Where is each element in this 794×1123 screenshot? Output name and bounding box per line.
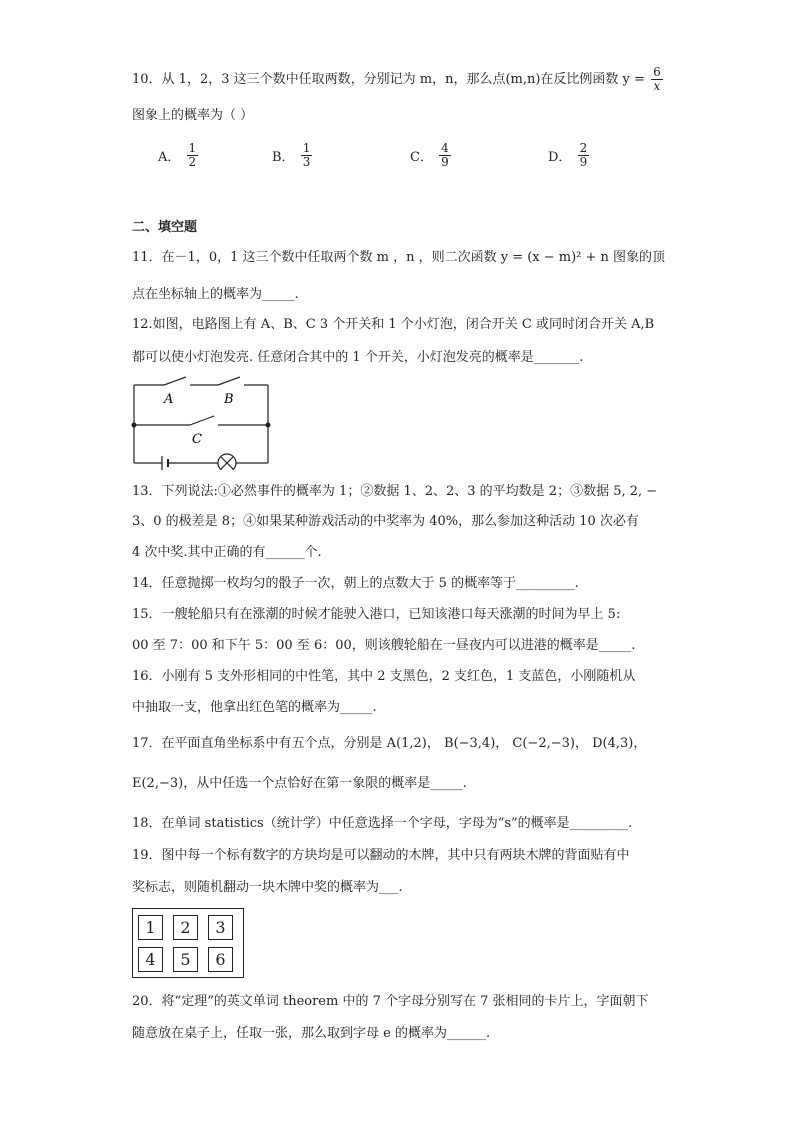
q10-option-c[interactable] <box>410 142 453 169</box>
option-label: D． <box>548 150 572 165</box>
q12-line1: 12.如图，电路图上有 A、B、C 3 个开关和 1 个小灯泡，闭合开关 C 或同时闭合开关 A,B <box>132 317 655 332</box>
q20-line1: 20．将“定理”的英文单词 theorem 中的 7 个字母分别写在 7 张相同的卡片上，字面朝下 <box>132 994 649 1009</box>
section-title: 二、填空题 <box>132 220 198 235</box>
frac-num: 1 <box>302 141 311 155</box>
tile-2[interactable]: 2 <box>173 915 198 940</box>
q11-line2: 点在坐标轴上的概率为_____. <box>132 287 299 302</box>
q10-option-d[interactable] <box>548 142 591 169</box>
option-fraction <box>301 142 313 169</box>
frac-den: 9 <box>579 155 588 169</box>
q17-line1: 17．在平面直角坐标系中有五个点，分别是 A(1,2)， B(−3,4)， C(−2,−3)， D(4,3)， <box>132 736 647 751</box>
tile-6[interactable]: 6 <box>208 947 233 972</box>
q10-line1 <box>132 66 665 93</box>
circuit-diagram <box>128 375 278 470</box>
q10-frac-den: x <box>653 79 661 93</box>
tile-5[interactable]: 5 <box>173 947 198 972</box>
option-label: A． <box>158 150 181 165</box>
option-label: C． <box>410 150 433 165</box>
switch-b-icon <box>218 377 240 385</box>
tile-3[interactable]: 3 <box>208 915 233 940</box>
q10-frac-num: 6 <box>653 65 661 79</box>
switch-c-icon <box>190 416 214 425</box>
frac-den: 2 <box>188 155 197 169</box>
q10-text: 10．从 1，2，3 这三个数中任取两数，分别记为 m，n，那么点(m,n)在反比例函数 y = <box>132 72 645 87</box>
q10-option-a[interactable] <box>158 142 200 169</box>
option-fraction <box>578 142 590 169</box>
q19-line1: 19．图中每一个标有数字的方块均是可以翻动的木牌，其中只有两块木牌的背面贴有中 <box>132 848 630 863</box>
tile-4[interactable]: 4 <box>138 947 163 972</box>
q14-line: 14．任意抛掷一枚均匀的骰子一次，朝上的点数大于 5 的概率等于_________. <box>132 576 579 591</box>
q17-line2: E(2,−3)，从中任选一个点恰好在第一象限的概率是_____. <box>132 776 467 791</box>
q18-line: 18．在单词 statistics（统计学）中任意选择一个字母，字母为“s”的概率是_________. <box>132 816 633 831</box>
q15-line2: 00 至 7：00 和下午 5：00 至 6：00，则该艘轮船在一昼夜内可以进港的概率是_____. <box>132 638 636 653</box>
q20-line2: 随意放在桌子上，任取一张，那么取到字母 e 的概率为______. <box>132 1026 491 1041</box>
frac-num: 1 <box>188 141 197 155</box>
junction-icon <box>266 423 271 428</box>
q16-line1: 16．小刚有 5 支外形相同的中性笔，其中 2 支黑色，2 支红色，1 支蓝色，小刚随机从 <box>132 669 636 684</box>
label-b: B <box>224 392 234 407</box>
option-label: B． <box>272 150 295 165</box>
junction-icon <box>132 423 137 428</box>
label-c: C <box>192 432 202 447</box>
q10-fraction <box>651 66 663 93</box>
frac-num: 2 <box>579 141 588 155</box>
q16-line2: 中抽取一支，他拿出红色笔的概率为_____. <box>132 700 377 715</box>
label-a: A <box>164 392 174 407</box>
tile-grid <box>132 908 244 978</box>
q13-line2: 3、0 的极差是 8；④如果某种游戏活动的中奖率为 40%，那么参加这种活动 10 次必有 <box>132 514 639 529</box>
q10-option-b[interactable] <box>272 142 314 169</box>
q13-line3: 4 次中奖.其中正确的有______个. <box>132 545 322 560</box>
q12-line2: 都可以使小灯泡发亮. 任意闭合其中的 1 个开关，小灯泡发亮的概率是_______. <box>132 350 584 365</box>
lamp-icon <box>218 454 236 470</box>
q10-line2: 图象上的概率为（ ） <box>132 108 254 123</box>
q19-line2: 奖标志，则随机翻动一块木牌中奖的概率为___. <box>132 880 403 895</box>
frac-num: 4 <box>441 141 449 155</box>
switch-a-icon <box>164 377 186 385</box>
frac-den: 3 <box>302 155 311 169</box>
frac-den: 9 <box>441 155 449 169</box>
tile-1[interactable]: 1 <box>138 915 163 940</box>
option-fraction <box>439 142 451 169</box>
option-fraction <box>187 142 199 169</box>
q15-line1: 15．一艘轮船只有在涨潮的时候才能驶入港口，已知该港口每天涨潮的时间为早上 5: <box>132 607 621 622</box>
q13-line1: 13．下列说法:①必然事件的概率为 1；②数据 1、2、2、3 的平均数是 2；③数据 5, 2, − <box>132 484 658 499</box>
q11-line1: 11．在－1，0，1 这三个数中任取两个数 m ，n ，则二次函数 y = (x − m)² + n 图象的顶 <box>132 250 666 265</box>
